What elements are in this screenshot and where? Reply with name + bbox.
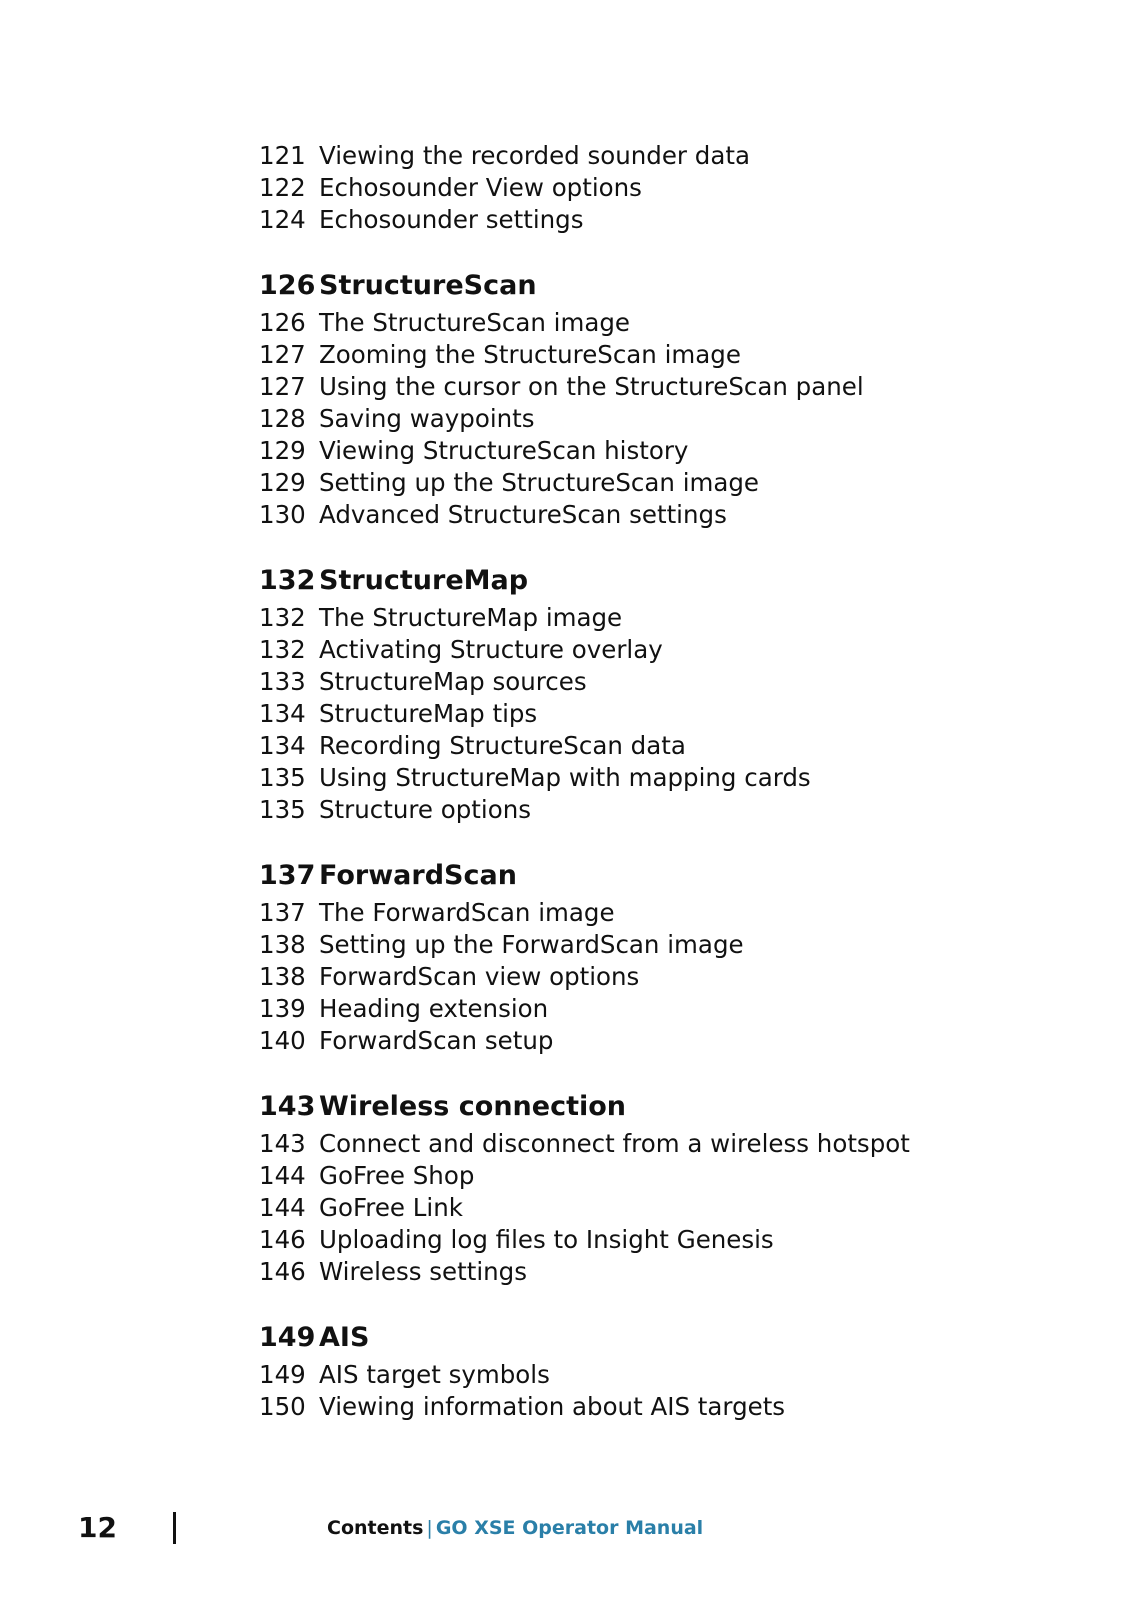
section-heading[interactable] [259,1321,1079,1355]
entry-title: Viewing the recorded sounder data [319,141,750,170]
toc-entry[interactable] [259,634,1079,666]
section-heading[interactable] [259,1090,1079,1124]
toc-entry[interactable] [259,1025,1079,1057]
entry-title: Saving waypoints [319,404,535,433]
entry-title: ForwardScan view options [319,962,640,991]
toc-entry[interactable] [259,1256,1079,1288]
toc-entry[interactable] [259,204,1079,236]
entry-title: GoFree Shop [319,1161,475,1190]
entry-title: Wireless settings [319,1257,527,1286]
section-title: AIS [319,1322,370,1353]
toc-entry[interactable] [259,794,1079,826]
toc-entry[interactable] [259,1391,1079,1423]
toc-entry[interactable] [259,140,1079,172]
toc-entry[interactable] [259,602,1079,634]
section-heading[interactable] [259,564,1079,598]
entry-title: Uploading log files to Insight Genesis [319,1225,774,1254]
toc-entry[interactable] [259,961,1079,993]
entry-page: 129 [259,436,306,465]
entry-page: 146 [259,1257,306,1286]
entry-title: Setting up the ForwardScan image [319,930,744,959]
section-heading[interactable] [259,859,1079,893]
footer-separator: | [426,1517,433,1539]
toc-section-ais [259,1321,1079,1423]
entry-page: 135 [259,763,306,792]
footer-caption [327,1508,703,1548]
toc-section-wireless-connection [259,1090,1079,1288]
entry-page: 132 [259,635,306,664]
entry-page: 130 [259,500,306,529]
entry-title: Structure options [319,795,531,824]
toc-entry[interactable] [259,371,1079,403]
toc-section-forwardscan [259,859,1079,1057]
toc-entry[interactable] [259,499,1079,531]
section-title: ForwardScan [319,860,517,891]
entry-page: 128 [259,404,306,433]
toc-entry[interactable] [259,897,1079,929]
entry-page: 143 [259,1129,306,1158]
toc-entry[interactable] [259,730,1079,762]
entry-page: 146 [259,1225,306,1254]
entry-page: 135 [259,795,306,824]
toc-entry[interactable] [259,467,1079,499]
entry-title: Viewing information about AIS targets [319,1392,786,1421]
page-number: 12 [78,1511,117,1544]
entry-title: Heading extension [319,994,549,1023]
entry-page: 137 [259,898,306,927]
entry-page: 133 [259,667,306,696]
entry-title: Echosounder View options [319,173,642,202]
entry-title: Recording StructureScan data [319,731,686,760]
entry-page: 122 [259,173,306,202]
entry-title: Advanced StructureScan settings [319,500,727,529]
entry-page: 138 [259,930,306,959]
toc-entry[interactable] [259,698,1079,730]
section-page: 132 [259,565,316,596]
entry-title: Viewing StructureScan history [319,436,689,465]
section-title: StructureMap [319,565,529,596]
entry-title: The ForwardScan image [319,898,615,927]
toc-entry[interactable] [259,1359,1079,1391]
entry-title: ForwardScan setup [319,1026,554,1055]
entry-title: StructureMap sources [319,667,587,696]
entry-title: Setting up the StructureScan image [319,468,760,497]
footer-section: Contents [327,1517,424,1539]
entry-page: 127 [259,340,306,369]
toc-entry[interactable] [259,1160,1079,1192]
entry-page: 121 [259,141,306,170]
toc-entry[interactable] [259,435,1079,467]
footer-manual-title: GO XSE Operator Manual [435,1517,704,1539]
entry-title: The StructureMap image [319,603,623,632]
entry-page: 149 [259,1360,306,1389]
entry-page: 134 [259,699,306,728]
entry-page: 127 [259,372,306,401]
section-heading[interactable] [259,269,1079,303]
toc-entry[interactable] [259,403,1079,435]
toc-entry[interactable] [259,339,1079,371]
entry-title: Connect and disconnect from a wireless hotspot [319,1129,910,1158]
toc-entry[interactable] [259,1128,1079,1160]
entry-page: 138 [259,962,306,991]
toc-entry[interactable] [259,172,1079,204]
entry-page: 129 [259,468,306,497]
section-page: 143 [259,1091,316,1122]
entry-title: Activating Structure overlay [319,635,663,664]
toc-entry[interactable] [259,762,1079,794]
entry-title: Zooming the StructureScan image [319,340,741,369]
entry-page: 126 [259,308,306,337]
entry-page: 132 [259,603,306,632]
section-page: 137 [259,860,316,891]
toc-section-structurescan [259,269,1079,531]
entry-title: The StructureScan image [319,308,630,337]
toc-section-structuremap [259,564,1079,826]
intro-entries [259,140,1079,236]
entry-page: 144 [259,1161,306,1190]
entry-page: 139 [259,994,306,1023]
toc-entry[interactable] [259,993,1079,1025]
footer-divider [173,1512,176,1544]
entry-title: StructureMap tips [319,699,538,728]
section-title: Wireless connection [319,1091,627,1122]
entry-page: 134 [259,731,306,760]
entry-title: AIS target symbols [319,1360,550,1389]
section-page: 149 [259,1322,316,1353]
entry-title: GoFree Link [319,1193,463,1222]
toc-entry[interactable] [259,666,1079,698]
section-page: 126 [259,270,316,301]
table-of-contents [259,140,1079,1423]
entry-title: Echosounder settings [319,205,584,234]
entry-title: Using StructureMap with mapping cards [319,763,811,792]
toc-entry[interactable] [259,307,1079,339]
entry-page: 144 [259,1193,306,1222]
entry-page: 140 [259,1026,306,1055]
toc-entry[interactable] [259,1192,1079,1224]
toc-entry[interactable] [259,929,1079,961]
toc-entry[interactable] [259,1224,1079,1256]
entry-page: 150 [259,1392,306,1421]
entry-page: 124 [259,205,306,234]
section-title: StructureScan [319,270,537,301]
page-footer [0,1508,1128,1548]
entry-title: Using the cursor on the StructureScan panel [319,372,864,401]
